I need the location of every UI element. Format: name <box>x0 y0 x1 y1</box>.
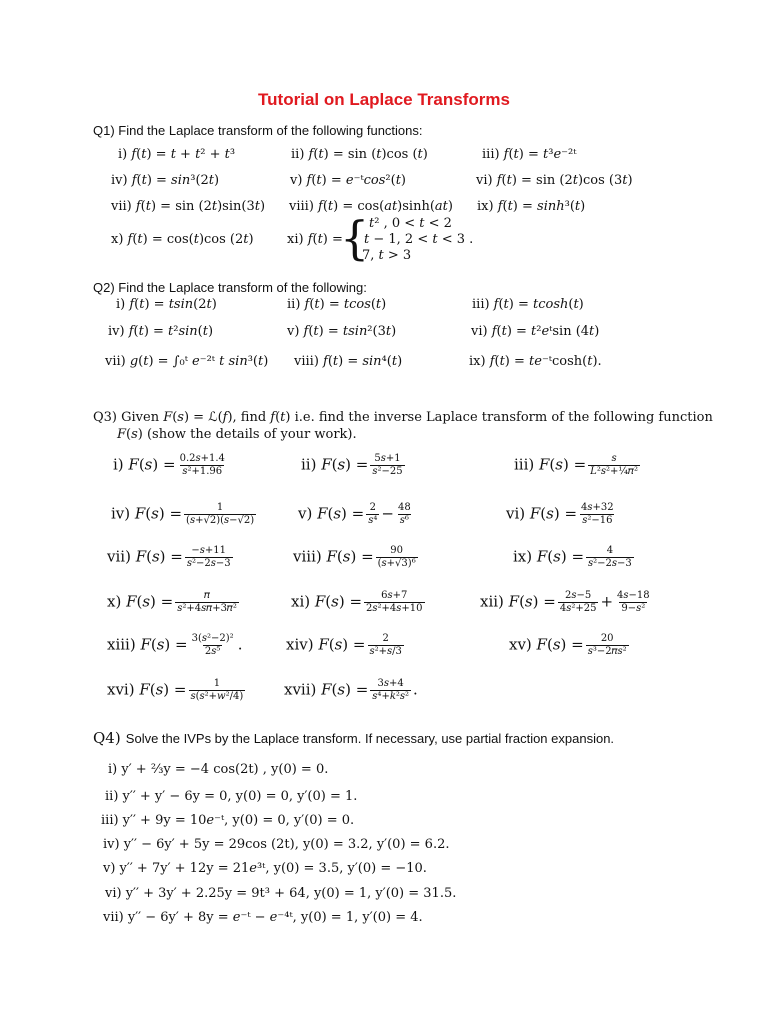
q3-heading-cont: 𝐹(𝑠) (show the details of your work). <box>117 427 357 442</box>
fraction <box>396 502 413 527</box>
numerator: 48 <box>397 502 411 513</box>
q3-item-label: viii) 𝐹(𝑠) = <box>293 547 374 566</box>
numerator: 𝜋 <box>204 590 211 601</box>
q3-item-label: vii) 𝐹(𝑠) = <box>107 547 183 566</box>
numerator: 5𝑠+1 <box>374 453 401 464</box>
q1-item: vii) 𝑓(𝑡) = sin (2𝑡)sin(3𝑡) <box>111 199 266 214</box>
q3-item <box>284 678 418 703</box>
q3-item-label: xvi) 𝐹(𝑠) = <box>107 680 187 699</box>
q3-heading: Q3) Given 𝐹(𝑠) = ℒ(𝑓), find 𝑓(𝑡) i.e. find the inverse Laplace transform of the following function <box>93 410 713 425</box>
denominator: 2𝑠²+4𝑠+10 <box>366 603 423 614</box>
q3-item-label: iv) 𝐹(𝑠) = <box>111 504 183 523</box>
q4-item: iv) y′′ − 6y′ + 5y = 29cos (2t), y(0) = 3.2, y′(0) = 6.2. <box>103 837 450 852</box>
q4-item: vi) y′′ + 3y′ + 2.25y = 9t³ + 64, y(0) = 1, y′(0) = 31.5. <box>105 886 457 901</box>
q3-item <box>480 590 654 615</box>
denominator: 𝑠²+4𝑠𝜋+3𝜋² <box>177 603 237 614</box>
numerator: 1 <box>216 502 224 513</box>
denominator: 2𝑠⁵ <box>204 646 221 657</box>
q2-item: ii) 𝑓(𝑡) = 𝑡𝑐𝑜𝑠(𝑡) <box>287 297 387 312</box>
numerator: 𝑠 <box>611 453 617 464</box>
q3-item <box>514 453 642 478</box>
q2-heading: Q2) Find the Laplace transform of the following: <box>93 280 367 295</box>
numerator: 0.2𝑠+1.4 <box>179 453 225 464</box>
fraction <box>370 453 404 478</box>
q3-item-label: xv) 𝐹(𝑠) = <box>509 635 584 654</box>
q1-item: x) 𝑓(𝑡) = cos(𝑡)cos (2𝑡) <box>111 232 254 247</box>
denominator: 𝑠⁴+𝑘²𝑠² <box>372 691 410 702</box>
q1-item: vi) 𝑓(𝑡) = sin (2𝑡)cos (3𝑡) <box>476 173 633 188</box>
q4-item: iii) y′′ + 9y = 10𝑒⁻ᵗ, y(0) = 0, y′(0) = 0. <box>101 813 355 828</box>
q3-item <box>111 502 258 527</box>
q2-item: ix) 𝑓(𝑡) = 𝑡𝑒⁻ᵗcosh(𝑡). <box>469 354 602 369</box>
q3-item-label: xi) 𝐹(𝑠) = <box>291 592 363 611</box>
q4-heading-text: Solve the IVPs by the Laplace transform. If necessary, use partial fraction expansion. <box>125 731 615 746</box>
denominator: (𝑠+√2)(𝑠−√2) <box>186 515 255 526</box>
numerator: 6𝑠+7 <box>381 590 408 601</box>
numerator: 4𝑠−18 <box>617 590 650 601</box>
q1-item: iii) 𝑓(𝑡) = 𝑡³𝑒⁻²ᵗ <box>482 147 577 162</box>
fraction <box>366 502 379 527</box>
punctuation: . <box>237 635 243 654</box>
numerator: 20 <box>600 633 614 644</box>
denominator: 𝑠(𝑠²+𝑤²/4) <box>190 691 244 702</box>
numerator: 3𝑠+4 <box>377 678 404 689</box>
q3-item-label: ii) 𝐹(𝑠) = <box>301 455 369 474</box>
q3-item <box>107 590 241 615</box>
q1-item: v) 𝑓(𝑡) = 𝑒⁻ᵗ𝑐𝑜𝑠²(𝑡) <box>290 173 407 188</box>
q3-item-label: x) 𝐹(𝑠) = <box>107 592 174 611</box>
piecewise-brace: { <box>340 211 370 265</box>
operator: − <box>381 504 394 523</box>
denominator: 𝐿²𝑠²+¼𝜋² <box>590 466 638 477</box>
operator: + <box>600 592 614 611</box>
q4-label: Q4) <box>93 729 121 747</box>
q1-item: iv) 𝑓(𝑡) = 𝑠𝑖𝑛³(2𝑡) <box>111 173 220 188</box>
q4-heading <box>93 728 614 747</box>
q3-item-label: xvii) 𝐹(𝑠) = <box>284 680 369 699</box>
piecewise-case: 𝑡² , 0 < 𝑡 < 2 <box>369 216 452 231</box>
q3-item <box>291 590 427 615</box>
q1-item: viii) 𝑓(𝑡) = cos(𝑎𝑡)sinh(𝑎𝑡) <box>289 199 453 214</box>
fraction <box>364 590 424 615</box>
fraction <box>190 633 236 658</box>
q2-item: vi) 𝑓(𝑡) = 𝑡²𝑒ᵗsin (4𝑡) <box>471 324 600 339</box>
denominator: 4𝑠²+25 <box>559 603 597 614</box>
q4-item: v) y′′ + 7y′ + 12y = 21𝑒³ᵗ, y(0) = 3.5, y′(0) = −10. <box>103 861 427 876</box>
q3-item-label: vi) 𝐹(𝑠) = <box>506 504 578 523</box>
numerator: −𝑠+11 <box>191 545 227 556</box>
piecewise-case: 7, 𝑡 > 3 <box>362 248 412 263</box>
q3-item-label: xiii) 𝐹(𝑠) = <box>107 635 188 654</box>
q3-item <box>513 545 636 570</box>
q1-item: ii) 𝑓(𝑡) = sin (𝑡)cos (𝑡) <box>291 147 428 162</box>
denominator: 𝑠²+𝑠/3 <box>369 646 402 657</box>
fraction <box>579 502 616 527</box>
punctuation: . <box>413 680 418 699</box>
q3-item <box>107 678 247 703</box>
denominator: 𝑠⁶ <box>399 515 409 526</box>
q3-item-label: xiv) 𝐹(𝑠) = <box>286 635 366 654</box>
q2-item: viii) 𝑓(𝑡) = 𝑠𝑖𝑛⁴(𝑡) <box>294 354 403 369</box>
fraction <box>586 545 634 570</box>
numerator: 90 <box>390 545 404 556</box>
fraction <box>615 590 652 615</box>
denominator: 𝑠²−2𝑠−3 <box>186 558 231 569</box>
denominator: (𝑠+√3)⁶ <box>377 558 416 569</box>
q4-item: i) y′ + ⅔y = −4 cos(2t) , y(0) = 0. <box>108 762 329 777</box>
q3-item <box>286 633 406 658</box>
q1-item: xi) 𝑓(𝑡) = <box>287 232 343 247</box>
q3-item <box>293 545 420 570</box>
q3-item <box>301 453 407 478</box>
denominator: 9−𝑠² <box>621 603 646 614</box>
q3-item <box>107 633 242 658</box>
q2-item: v) 𝑓(𝑡) = 𝑡𝑠𝑖𝑛²(3𝑡) <box>287 324 397 339</box>
fraction <box>184 502 256 527</box>
denominator: 𝑠²−25 <box>372 466 403 477</box>
q3-item-label: v) 𝐹(𝑠) = <box>298 504 365 523</box>
q4-item: ii) y′′ + y′ − 6y = 0, y(0) = 0, y′(0) = 1. <box>105 789 358 804</box>
q3-item-label: i) 𝐹(𝑠) = <box>113 455 176 474</box>
q2-item: iv) 𝑓(𝑡) = 𝑡²𝑠𝑖𝑛(𝑡) <box>108 324 214 339</box>
numerator: 2𝑠−5 <box>565 590 592 601</box>
fraction <box>586 633 629 658</box>
q2-item: i) 𝑓(𝑡) = 𝑡𝑠𝑖𝑛(2𝑡) <box>116 297 217 312</box>
numerator: 2 <box>382 633 389 644</box>
q3-item <box>113 453 229 478</box>
numerator: 4 <box>606 545 614 556</box>
q1-item: i) 𝑓(𝑡) = 𝑡 + 𝑡² + 𝑡³ <box>118 147 236 162</box>
numerator: 1 <box>213 678 221 689</box>
q3-item <box>506 502 618 527</box>
fraction <box>189 678 246 703</box>
fraction <box>178 453 227 478</box>
q1-heading: Q1) Find the Laplace transform of the following functions: <box>93 123 423 138</box>
fraction <box>376 545 418 570</box>
numerator: 3(𝑠²−2)² <box>191 633 234 644</box>
numerator: 4𝑠+32 <box>581 502 614 513</box>
denominator: 𝑠⁴ <box>368 515 378 526</box>
q3-item-label: ix) 𝐹(𝑠) = <box>513 547 585 566</box>
q1-item: ix) 𝑓(𝑡) = 𝑠𝑖𝑛ℎ³(𝑡) <box>477 199 586 214</box>
q3-item <box>107 545 235 570</box>
denominator: 𝑠²−16 <box>582 515 613 526</box>
q3-item <box>298 502 415 527</box>
fraction <box>370 678 411 703</box>
denominator: 𝑠²+1.96 <box>182 466 223 477</box>
q3-item <box>509 633 631 658</box>
q3-item-label: iii) 𝐹(𝑠) = <box>514 455 587 474</box>
fraction <box>185 545 233 570</box>
fraction <box>175 590 239 615</box>
q3-item-label: xii) 𝐹(𝑠) = <box>480 592 556 611</box>
fraction <box>368 633 404 658</box>
fraction <box>558 590 599 615</box>
denominator: 𝑠³−2𝜋𝑠² <box>587 646 627 657</box>
fraction <box>588 453 640 478</box>
q2-item: iii) 𝑓(𝑡) = 𝑡𝑐𝑜𝑠ℎ(𝑡) <box>472 297 584 312</box>
denominator: 𝑠²−2𝑠−3 <box>588 558 632 569</box>
page-title: Tutorial on Laplace Transforms <box>258 90 510 109</box>
q2-item: vii) 𝑔(𝑡) = ∫₀ᵗ 𝑒⁻²ᵗ 𝑡 𝑠𝑖𝑛³(𝑡) <box>105 354 269 369</box>
numerator: 2 <box>369 502 376 513</box>
piecewise-case: 𝑡 − 1, 2 < 𝑡 < 3 . <box>364 232 474 247</box>
q4-item: vii) y′′ − 6y′ + 8y = 𝑒⁻ᵗ − 𝑒⁻⁴ᵗ, y(0) = 1, y′(0) = 4. <box>103 910 423 925</box>
